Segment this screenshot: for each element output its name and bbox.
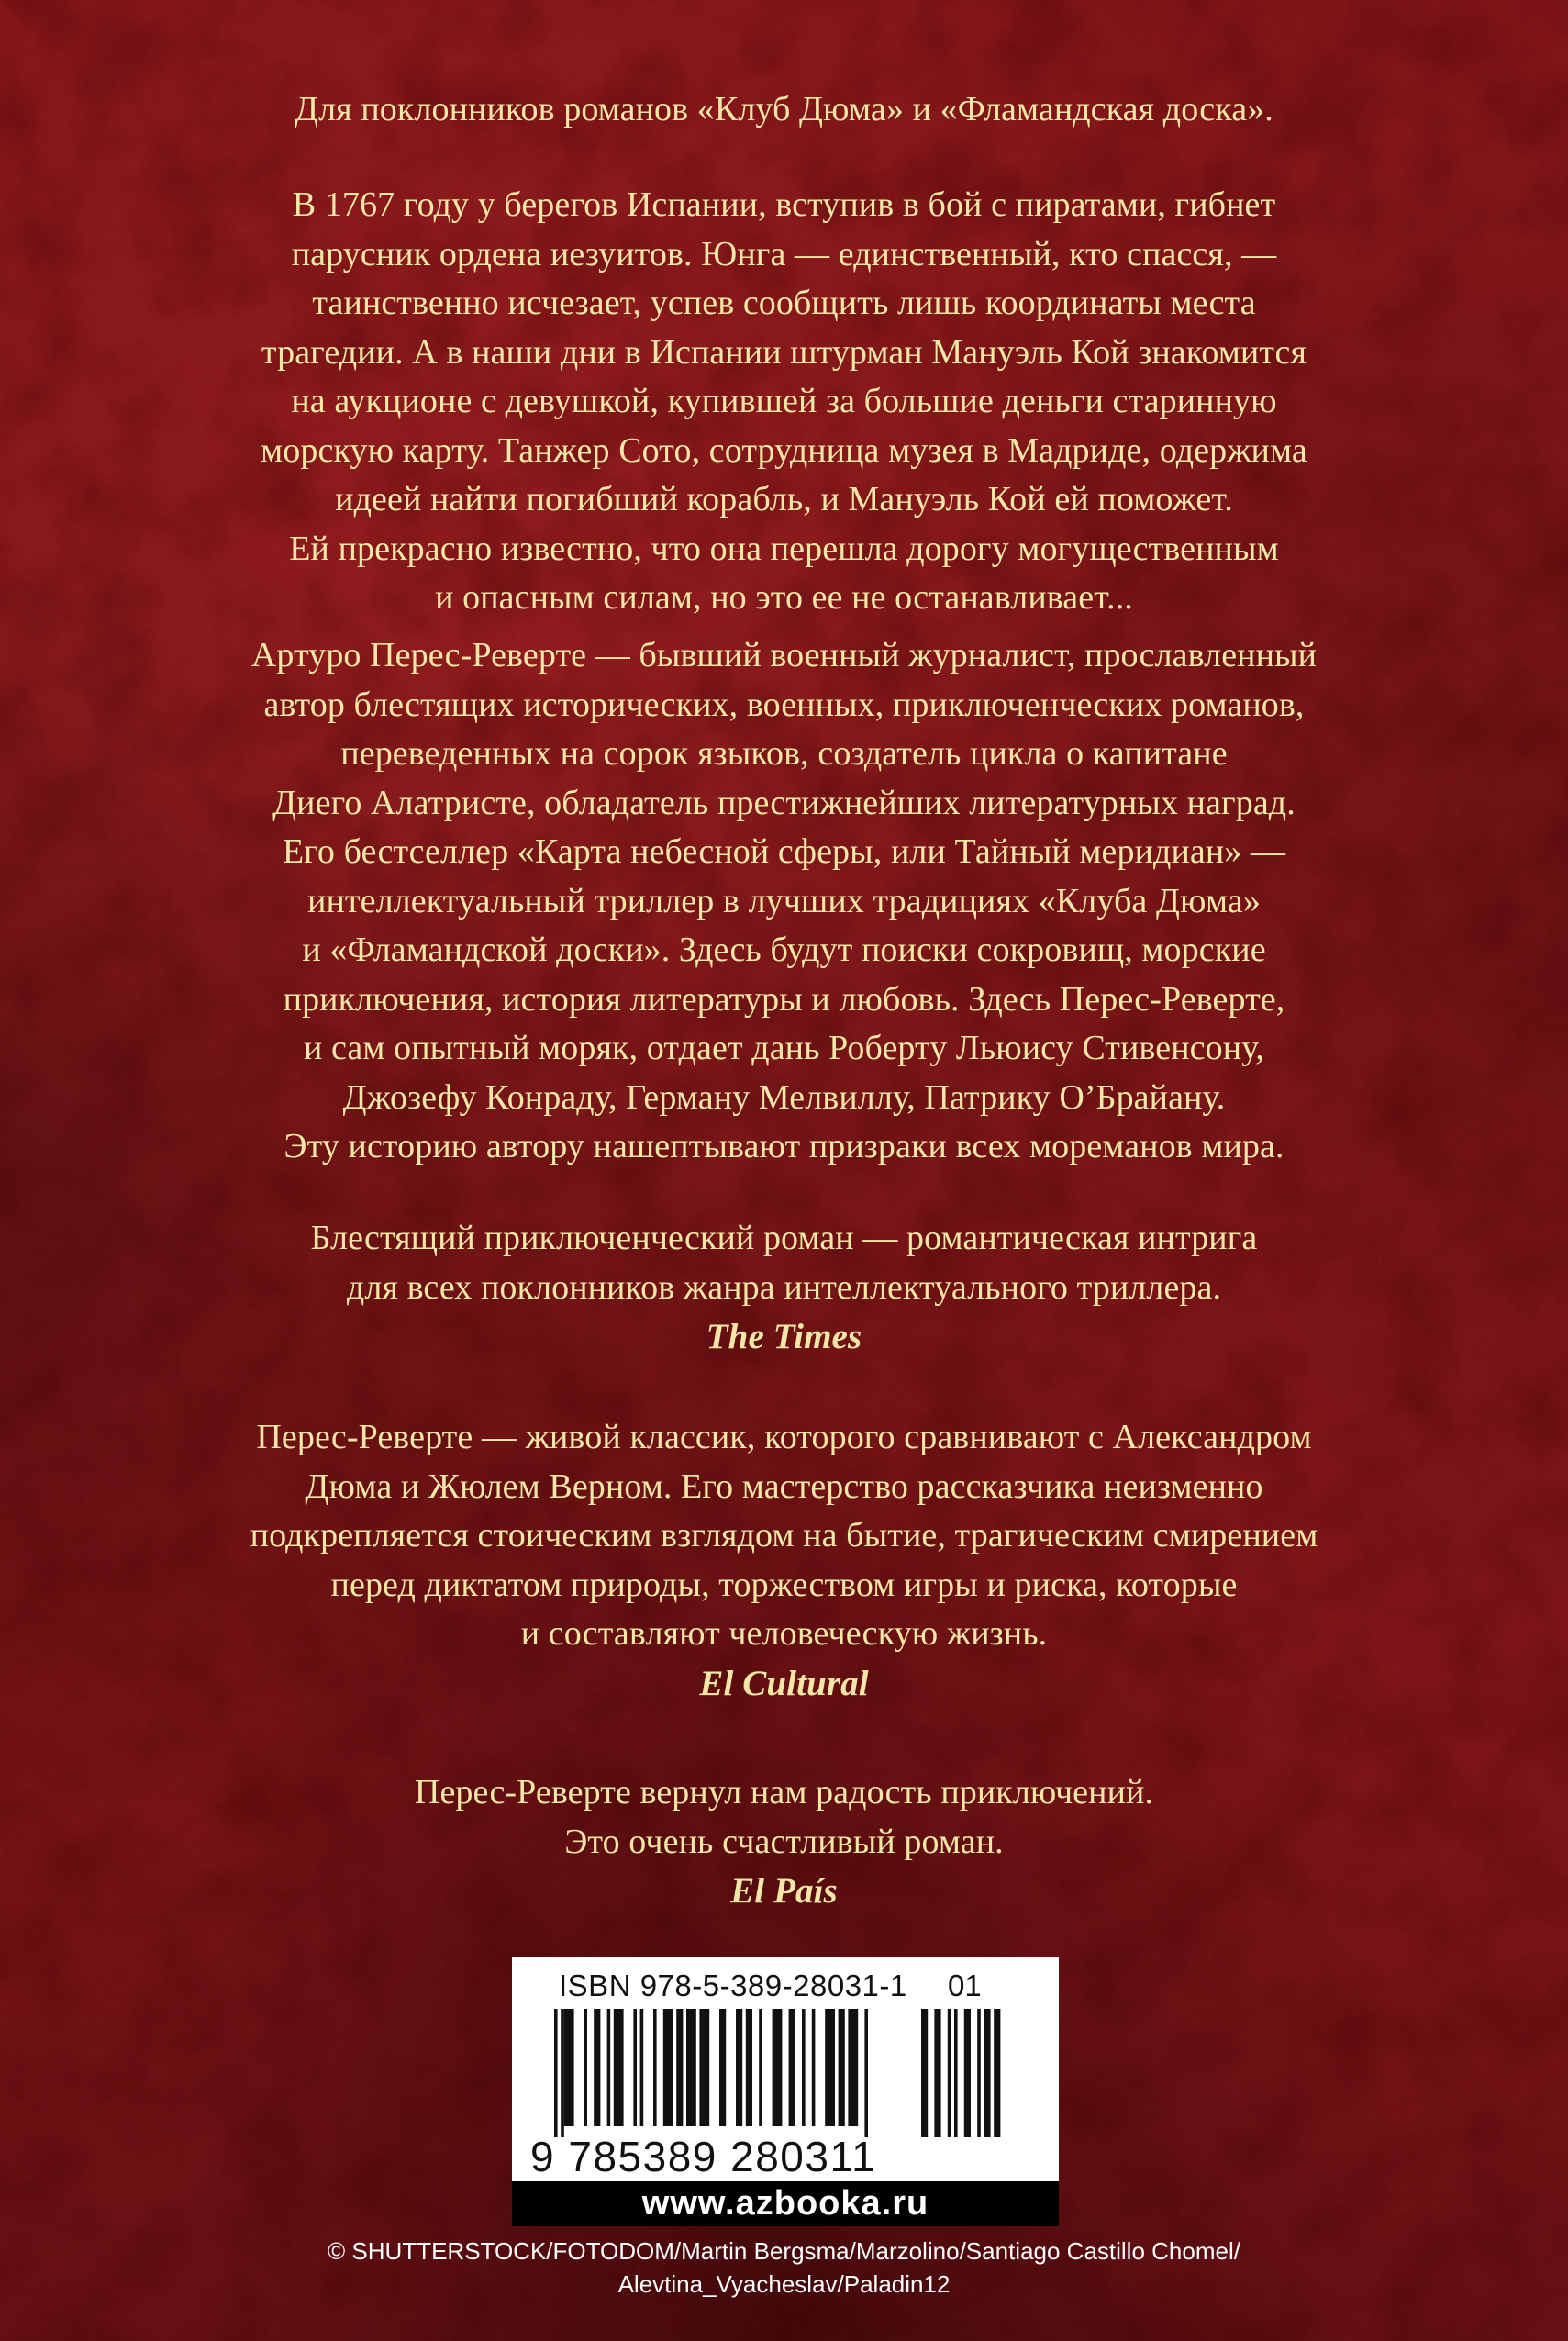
isbn-number: ISBN 978-5-389-28031-1 [559,1968,907,2002]
barcode-bar [699,2009,709,2126]
quote-source: El Cultural [699,1663,869,1703]
barcode-bar [984,2009,990,2137]
barcode-bar [921,2009,928,2137]
quote-el-cultural [0,1413,1568,1708]
quote-el-pais [0,1768,1568,1916]
barcode-bar [594,2009,600,2126]
barcode-bar [554,2009,558,2137]
barcode-bar [561,2009,564,2137]
synopsis-line: парусник ордена иезуитов. Юнга — единственный, кто спасся, — [291,234,1277,273]
synopsis-line: таинственно исчезает, успев сообщить лишь координаты места [312,284,1256,322]
author-line: Джозефу Конраду, Герману Мелвиллу, Патрику О’Брайану. [342,1077,1226,1117]
quote-times [0,1214,1568,1362]
quote-line: для всех поклонников жанра интеллектуального триллера. [346,1267,1222,1307]
intro-line: Для поклонников романов «Клуб Дюма» и «Фламандская доска». [295,90,1273,128]
barcode-bar [839,2009,845,2126]
barcode-bars [554,2009,1040,2137]
photo-credits [0,2235,1568,2301]
barcode-bar [954,2009,958,2137]
synopsis-line: В 1767 году у берегов Испании, вступив в бой с пиратами, гибнет [292,185,1276,224]
barcode-bar [934,2009,940,2137]
barcode-bar [564,2009,574,2126]
barcode-bar [964,2009,971,2137]
barcode-bar [746,2009,752,2126]
barcode-bar [864,2009,868,2137]
credits-line: Alevtina_Vyacheslav/Paladin12 [617,2270,951,2298]
barcode-bar [653,2009,657,2126]
barcode-bar [994,2009,1000,2137]
synopsis-line: трагедии. А в наши дни в Испании штурман Мануэль Кой знакомится [261,332,1307,372]
synopsis-line: на аукционе с девушкой, купившей за большие деньги старинную [291,382,1277,420]
author-line: интеллектуальный триллер в лучших традициях «Клуба Дюма» [307,881,1261,920]
quote-line: перед диктатом природы, торжеством игры и риска, которые [330,1565,1238,1604]
synopsis-line: морскую карту. Танжер Сото, сотрудница музея в Мадриде, одержима [261,430,1307,470]
author-line: и «Фламандской доски». Здесь будут поиски сокровищ, морские [302,931,1266,969]
ean-digits: 9 785389 280311 [530,2133,877,2180]
author-line: автор блестящих исторических, военных, приключенческих романов, [263,685,1305,724]
intro-paragraph [0,85,1568,135]
isbn-addon: 01 [948,1968,982,2002]
author-line: Артуро Перес-Реверте — бывший военный журналист, прославленный [250,636,1318,674]
barcode-bar [607,2009,611,2126]
barcode-bar [736,2009,742,2126]
barcode-bar [825,2009,835,2126]
author-line: переведенных на сорок языков, создатель цикла о капитане [340,734,1228,773]
quote-line: Это очень счастливый роман. [564,1822,1004,1861]
barcode-bar [789,2009,795,2126]
quote-line: и составляют человеческую жизнь. [520,1614,1048,1653]
barcode-panel [512,1957,1059,2226]
barcode-bar [773,2009,783,2126]
quote-line: Перес-Реверте — живой классик, которого сравнивают с Александром [256,1418,1312,1456]
author-line: Диего Алатристе, обладатель престижнейших литературных наград. [272,783,1296,822]
barcode-bar [633,2009,637,2126]
author-paragraph [0,631,1568,1172]
barcode-bar [719,2009,726,2126]
credits-line: © SHUTTERSTOCK/FOTODOM/Martin Bergsma/Marzolino/Santiago Castillo Chomel/ [328,2237,1240,2265]
author-line: и сам опытный моряк, отдает дань Роберту Льюису Стивенсону, [303,1029,1265,1067]
quote-line: Дюма и Жюлем Верном. Его мастерство рассказчика неизменно [305,1466,1263,1506]
quote-line: подкрепляется стоическим взглядом на бытие, трагическим смирением [250,1516,1318,1555]
quote-source: The Times [706,1317,862,1356]
barcode-bar [686,2009,696,2126]
synopsis-line: и опасным силам, но это ее не останавливает... [435,578,1133,617]
synopsis-line: идеей найти погибший корабль, и Мануэль Кой ей поможет. [335,480,1233,518]
barcode-bar [614,2009,624,2126]
barcode-bar [802,2009,806,2126]
barcode-bar [663,2009,673,2126]
barcode-bar [676,2009,683,2126]
author-line: Эту историю автору нашептывают призраки всех мореманов мира. [284,1127,1284,1165]
publisher-url: www.azbooka.ru [512,2181,1059,2226]
synopsis-paragraph [0,181,1568,623]
barcode-bar [640,2009,644,2126]
quote-line: Блестящий приключенческий роман — романтическая интрига [310,1219,1258,1257]
quote-line: Перес-Реверте вернул нам радость приключений. [414,1773,1154,1811]
barcode-bar [848,2009,858,2126]
author-line: приключения, история литературы и любовь. Здесь Перес-Реверте, [283,979,1285,1019]
author-line: Его бестселлер «Карта небесной сферы, или Тайный меридиан» — [282,832,1286,871]
barcode-bar [812,2009,816,2126]
quote-source: El País [730,1871,838,1911]
synopsis-line: Ей прекрасно известно, что она перешла дорогу могущественным [289,529,1279,568]
barcode-bar [759,2009,762,2126]
barcode-bar [948,2009,951,2137]
barcode-bar [584,2009,587,2126]
barcode-bar [977,2009,981,2137]
